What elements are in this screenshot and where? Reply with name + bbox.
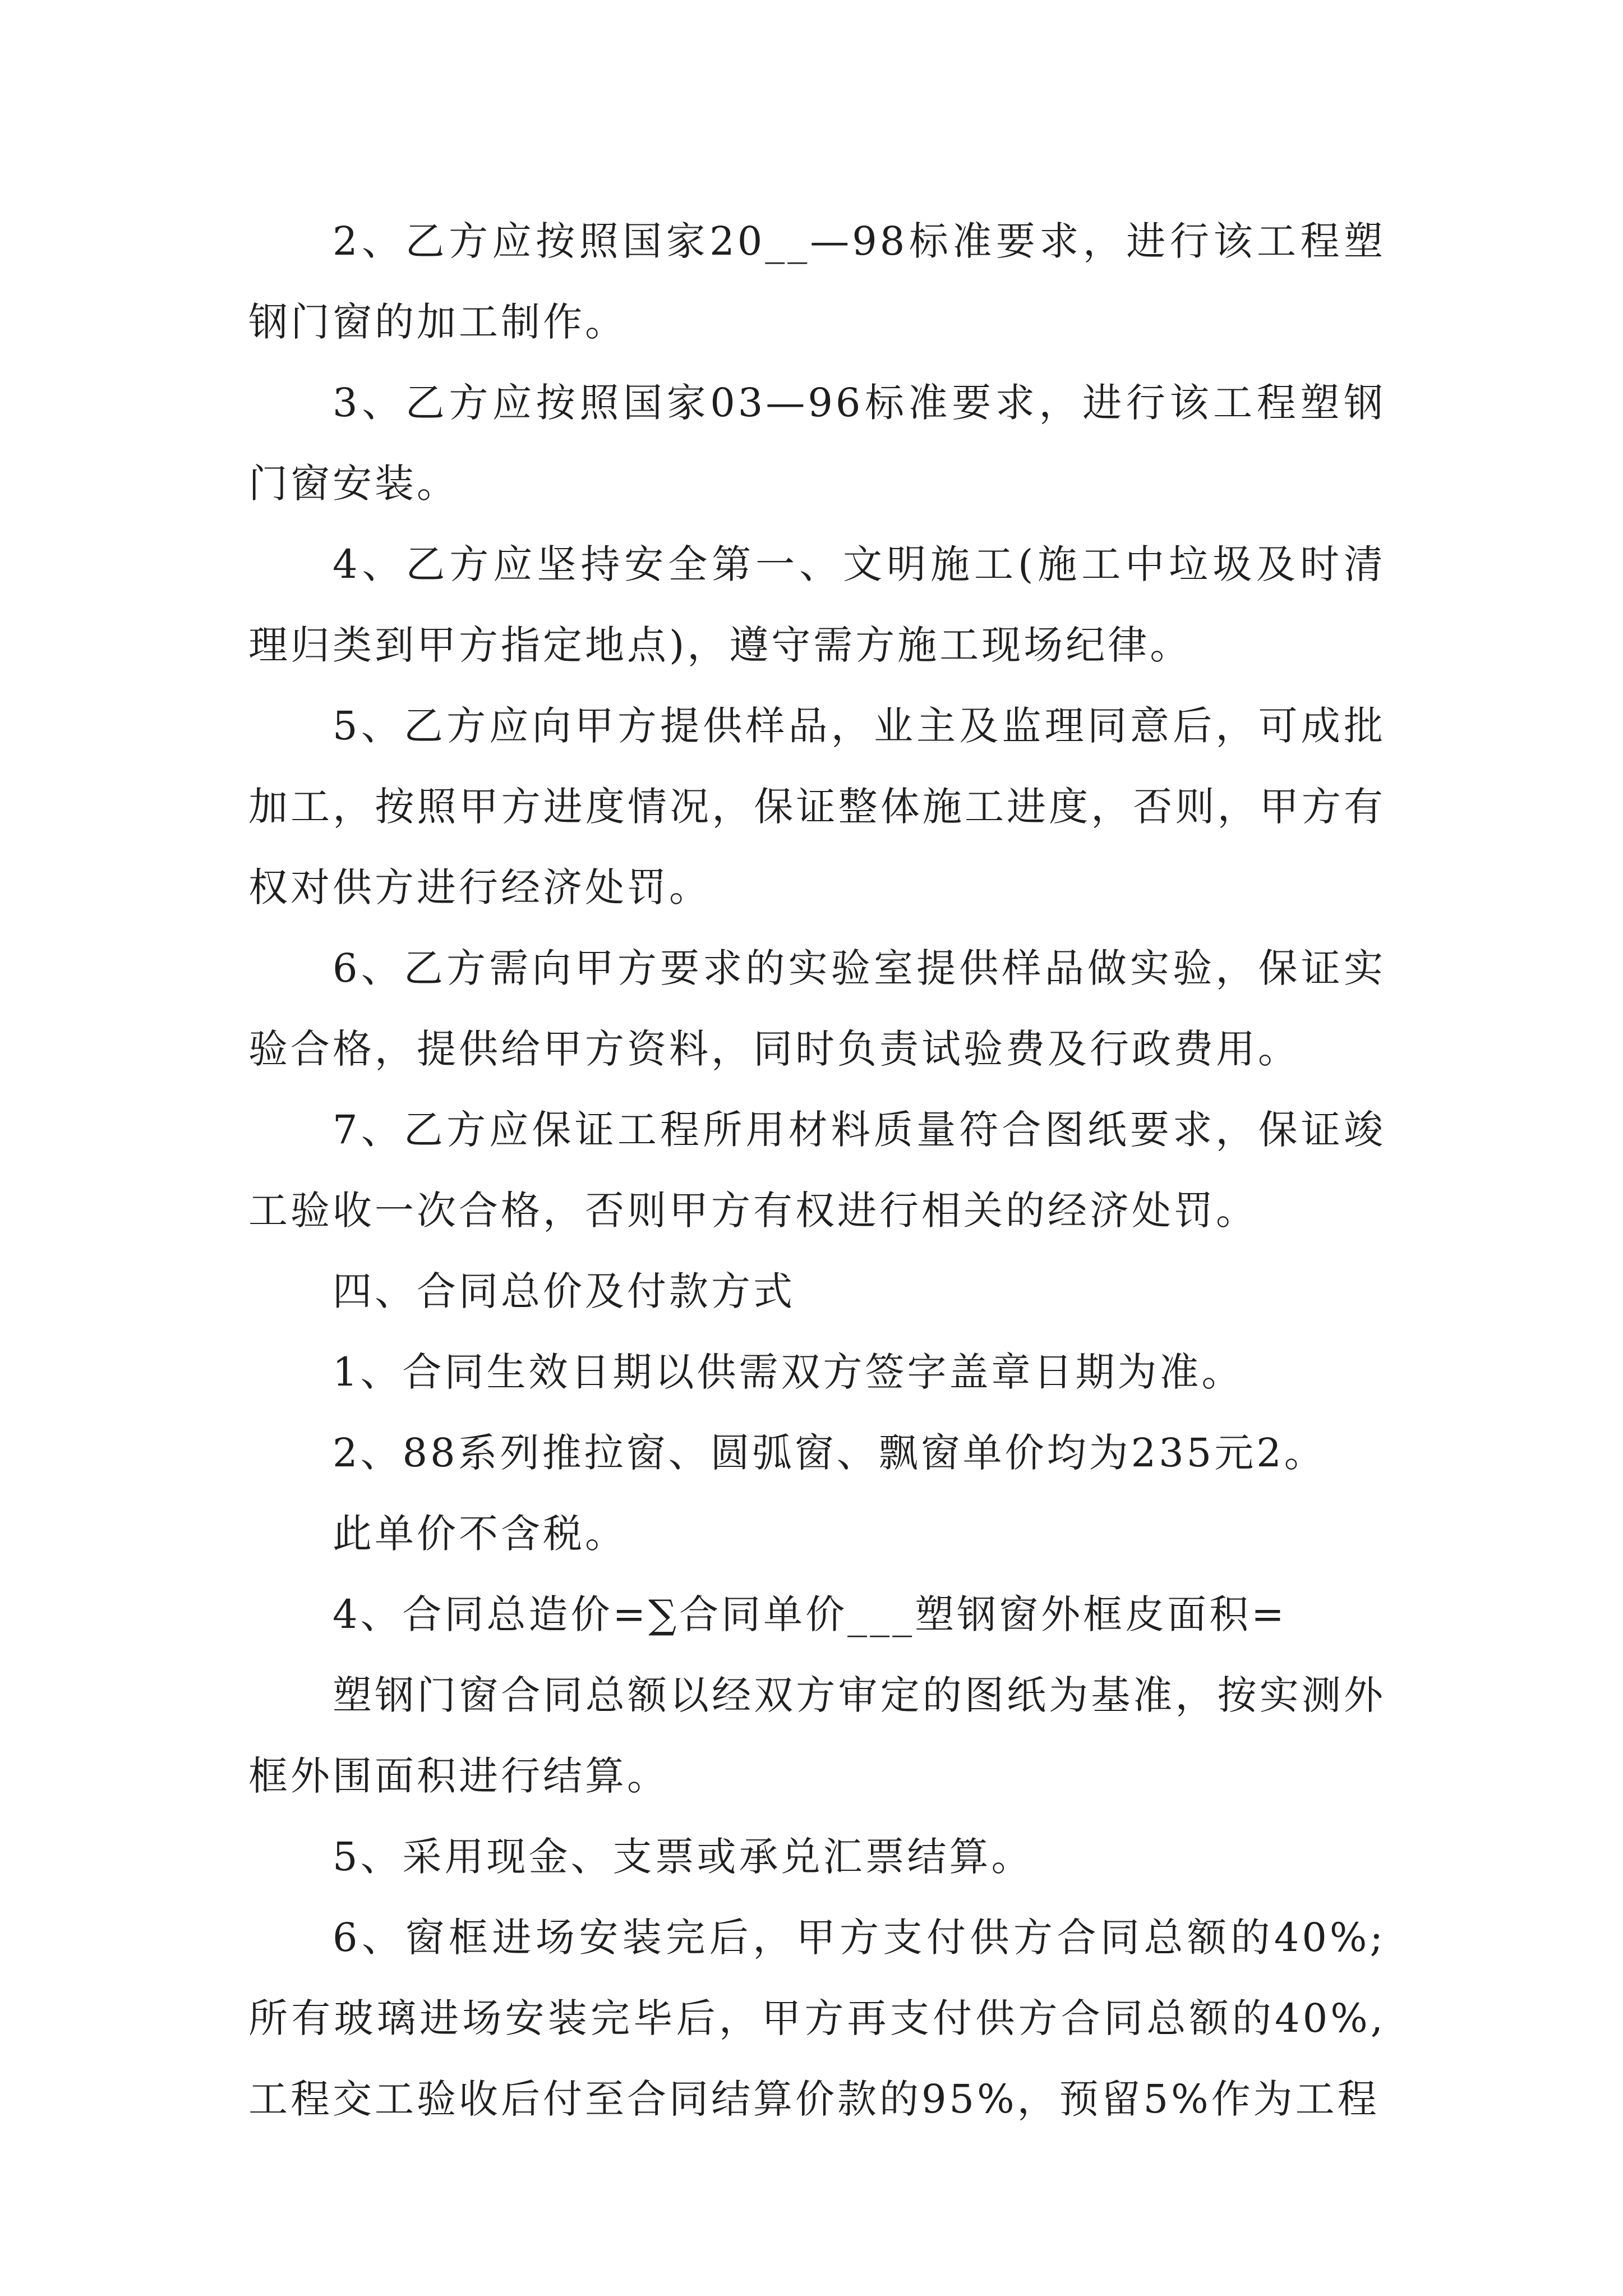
paragraph-payment-4: 4、合同总造价=∑合同单价___塑钢窗外框皮面积= [333,1591,1287,1637]
paragraph-clause-7: 7、乙方应保证工程所用材料质量符合图纸要求，保证竣工验收一次合格，否则甲方有权进行相关的经济处罚。 [248,1107,1386,1234]
paragraph-area-basis: 塑钢门窗合同总额以经双方审定的图纸为基准，按实测外框外围面积进行结算。 [248,1672,1386,1799]
paragraph-payment-1: 1、合同生效日期以供需双方签字盖章日期为准。 [333,1349,1244,1395]
paragraph-clause-4: 4、乙方应坚持安全第一、文明施工(施工中垃圾及时清理归类到甲方指定地点)，遵守需方施工现场纪律。 [248,541,1386,668]
paragraph-payment-6: 6、窗框进场安装完后，甲方支付供方合同总额的40%;所有玻璃进场安装完毕后，甲方再支付供方合同总额的40%,工程交工验收后付至合同结算价款的95%，预留5%作为工程 [248,1915,1386,2122]
paragraph-clause-2: 2、乙方应按照国家20__—98标准要求，进行该工程塑钢门窗的加工制作。 [248,218,1386,345]
section-heading-contract-price: 四、合同总价及付款方式 [333,1268,795,1314]
paragraph-clause-5: 5、乙方应向甲方提供样品，业主及监理同意后，可成批加工，按照甲方进度情况，保证整体施工进度，否则，甲方有权对供方进行经济处罚。 [248,703,1386,910]
paragraph-clause-3: 3、乙方应按照国家03—96标准要求，进行该工程塑钢门窗安装。 [248,380,1386,507]
paragraph-payment-2: 2、88系列推拉窗、圆弧窗、飘窗单价均为235元2。 [333,1430,1326,1476]
paragraph-clause-6: 6、乙方需向甲方要求的实验室提供样品做实验，保证实验合格，提供给甲方资料，同时负责试验费及行政费用。 [248,945,1386,1072]
document-body [248,201,1386,2139]
paragraph-payment-5: 5、采用现金、支票或承兑汇票结算。 [333,1834,1034,1880]
paragraph-tax-note: 此单价不含税。 [333,1511,627,1557]
